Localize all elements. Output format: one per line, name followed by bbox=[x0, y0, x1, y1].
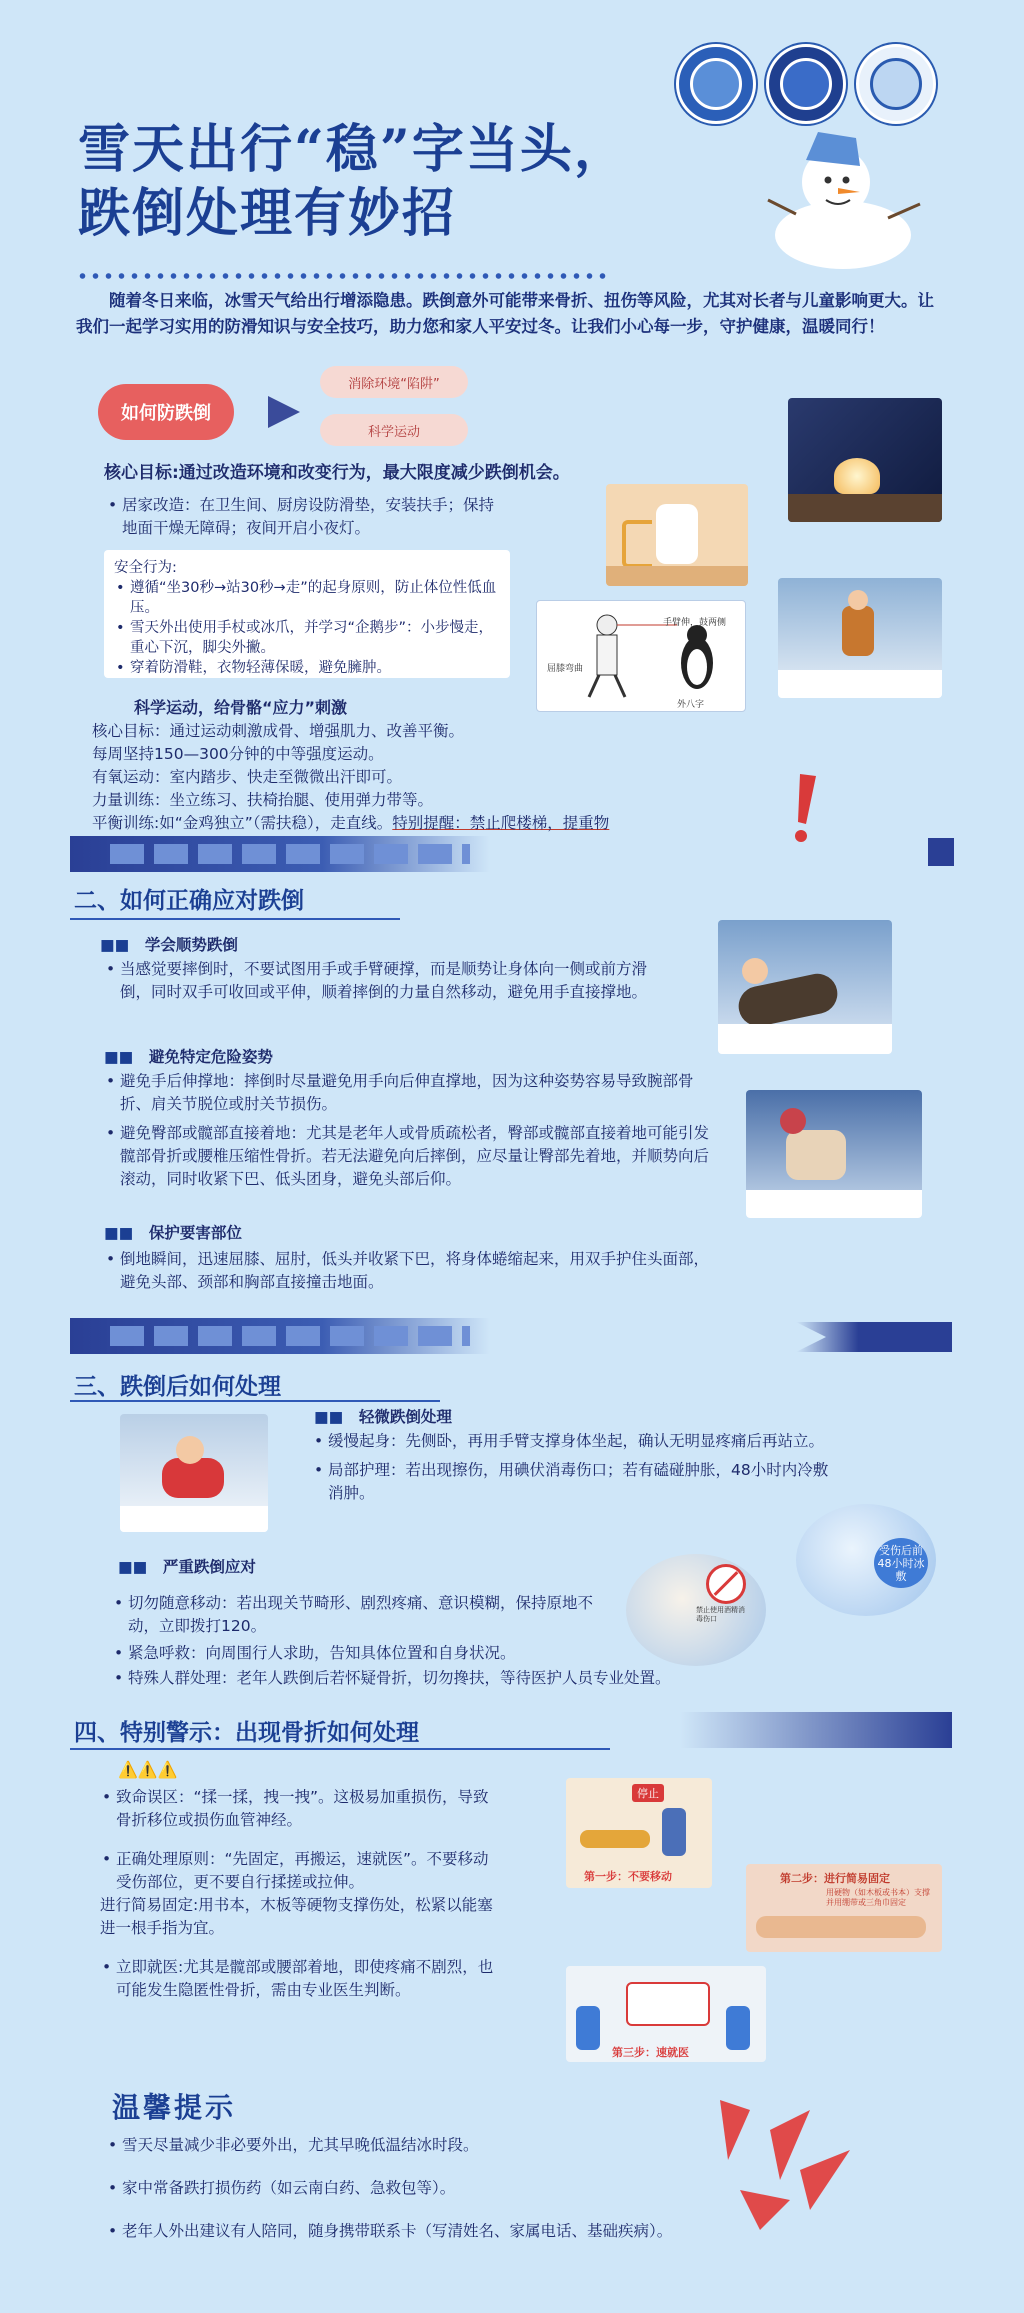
logo-group bbox=[676, 44, 936, 124]
section-divider-banner bbox=[70, 836, 490, 872]
fracture-item: • 立即就医:尤其是髋部或腰部着地，即使疼痛不剧烈，也可能发生隐匿性骨折，需由专业医生判断。 bbox=[100, 1956, 500, 2002]
section2-underline bbox=[70, 918, 400, 920]
sub2-item: • 避免手后伸撑地：摔倒时尽量避免用手向后伸直撑地，因为这种姿势容易导致腕部骨折、肩关节脱位或肘关节损伤。 bbox=[104, 1070, 724, 1116]
sport-line: 力量训练：坐立练习、扶椅抬腿、使用弹力带等。 bbox=[92, 791, 434, 809]
sub1-text: • 当感觉要摔倒时，不要试图用手或手臂硬撑，而是顺势让身体向一侧或前方滑倒，同时双手可收回或平伸，顺着摔倒的力量自然移动，避免用手直接撑地。 bbox=[104, 958, 664, 1004]
decorative-dots bbox=[76, 272, 606, 280]
sport-line: 每周坚持150—300分钟的中等强度运动。 bbox=[92, 745, 384, 763]
section2-sub1-text bbox=[104, 958, 664, 1004]
safety-item: • 穿着防滑鞋，衣物轻薄保暖，避免臃肿。 bbox=[114, 658, 500, 678]
night-light-image bbox=[788, 398, 942, 522]
section4-underline bbox=[70, 1748, 610, 1750]
tips-title: 温馨提示 bbox=[112, 2091, 237, 2124]
hospital-logo-2 bbox=[766, 44, 846, 124]
penguin-walk-diagram bbox=[536, 600, 746, 712]
section2-sub1: ■■ 学会顺势跌倒 bbox=[100, 936, 238, 954]
warning-icons: ⚠️⚠️⚠️ bbox=[118, 1760, 178, 1779]
sport-title: 科学运动，给骨骼“应力”刺激 bbox=[134, 698, 348, 717]
decorative-square bbox=[928, 838, 954, 866]
safety-item: • 雪天外出使用手杖或冰爪，并学习“企鹅步”：小步慢走，重心下沉，脚尖外撇。 bbox=[114, 618, 500, 658]
snowman-illustration bbox=[748, 130, 928, 270]
section3-sub2-label: 严重跌倒应对 bbox=[162, 1558, 256, 1576]
decorative-arrow-banner bbox=[796, 1322, 952, 1352]
fracture-item: • 致命误区：“揉一揉，拽一拽”。这极易加重损伤，导致骨折移位或损伤血管神经。 bbox=[100, 1786, 500, 1832]
step1-label: 第一步：不要移动 bbox=[584, 1870, 672, 1883]
sub1-item: • 缓慢起身：先侧卧，再用手臂支撑身体坐起，确认无明显疼痛后再站立。 bbox=[312, 1430, 842, 1453]
section2-sub3-text bbox=[104, 1248, 724, 1294]
section3-title: 三、跌倒后如何处理 bbox=[74, 1374, 281, 1400]
exclamation-icon bbox=[786, 772, 826, 846]
sub2-item: • 特殊人群处理：老年人跌倒后若怀疑骨折，切勿搀扶，等待医护人员专业处置。 bbox=[112, 1667, 832, 1690]
intro-paragraph: 随着冬日来临，冰雪天气给出行增添隐患。跌倒意外可能带来骨折、扭伤等风险，尤其对长者与儿童影响更大。让我们一起学习实用的防滑知识与安全技巧，助力您和家人平安过冬。让我们小心每一步，守护健康，温暖同行！ bbox=[76, 291, 934, 336]
stop-sign: 停止 bbox=[632, 1784, 664, 1802]
fracture-item: 进行简易固定:用书本，木板等硬物支撑伤处，松紧以能塞进一根手指为宜。 bbox=[100, 1896, 493, 1937]
red-burst-decoration bbox=[700, 2090, 860, 2240]
section3-sub1: ■■ 轻微跌倒处理 bbox=[314, 1408, 452, 1426]
walking-snow-image bbox=[778, 578, 942, 698]
falling-skier-image bbox=[718, 920, 892, 1054]
sub1-item: • 局部护理：若出现擦伤，用碘伏消毒伤口；若有磕碰肿胀，48小时内冷敷消肿。 bbox=[312, 1459, 842, 1505]
step3-image bbox=[566, 1966, 766, 2062]
sub2-item: • 紧急呼救：向周围行人求助，告知具体位置和自身状况。 bbox=[112, 1642, 832, 1665]
arrow-right-icon bbox=[268, 396, 300, 428]
safety-item: • 遵循“坐30秒→站30秒→走”的起身原则，防止体位性低血压。 bbox=[114, 578, 500, 618]
tag-exercise: 科学运动 bbox=[320, 414, 468, 446]
sport-line: 平衡训练:如“金鸡独立”（需扶稳），走直线。 bbox=[92, 814, 393, 832]
bathroom-image bbox=[606, 484, 748, 586]
ban-label: 禁止使用酒精消毒伤口 bbox=[696, 1606, 745, 1623]
section1-pill: 如何防跌倒 bbox=[98, 384, 234, 440]
section3-sub1-list bbox=[312, 1430, 842, 1505]
sub2-item: • 避免臀部或髋部直接着地：尤其是老年人或骨质疏松者，臀部或髋部直接着地可能引发髋部骨折或腰椎压缩性骨折。若无法避免向后摔倒，应尽量让臀部先着地，并顺势向后滚动，同时收紧下巴、低头团身，避免头部后仰。 bbox=[104, 1122, 724, 1191]
home-modification bbox=[106, 494, 506, 540]
safety-title: 安全行为: bbox=[114, 560, 177, 576]
title-line-1: 雪天出行“稳”字当头， bbox=[78, 119, 628, 180]
tip-item: • 老年人外出建议有人陪同，随身携带联系卡（写清姓名、家属电话、基础疾病）。 bbox=[106, 2220, 866, 2243]
step2-sub: 用硬物（如木板或书本）支撑并用绷带或三角巾固定 bbox=[826, 1888, 930, 1907]
decorative-gradient-bar bbox=[680, 1712, 952, 1748]
sport-line: 有氧运动：室内踏步、快走至微微出汗即可。 bbox=[92, 768, 403, 786]
section4-text bbox=[100, 1786, 500, 2002]
penguin-label: 手臂伸，鼓两侧 bbox=[663, 618, 727, 628]
section4-title: 四、特别警示：出现骨折如何处理 bbox=[74, 1720, 419, 1746]
section2-sub2: ■■ 避免特定危险姿势 bbox=[104, 1048, 273, 1066]
section2-sub2-list bbox=[104, 1070, 724, 1191]
step3-label: 第三步：速就医 bbox=[612, 2046, 689, 2059]
step2-image bbox=[746, 1864, 942, 1952]
section3-underline bbox=[70, 1400, 440, 1402]
tip-item: • 家中常备跌打损伤药（如云南白药、急救包等）。 bbox=[106, 2177, 866, 2200]
tip-item: • 雪天尽量减少非必要外出，尤其早晚低温结冰时段。 bbox=[106, 2134, 866, 2157]
section3-sub1-label: 轻微跌倒处理 bbox=[358, 1408, 452, 1426]
step1-image bbox=[566, 1778, 712, 1888]
tag-environment: 消除环境“陷阱” bbox=[320, 366, 468, 398]
sub3-text: • 倒地瞬间，迅速屈膝、屈肘，低头并收紧下巴，将身体蜷缩起来，用双手护住头面部，避免头部、颈部和胸部直接撞击地面。 bbox=[104, 1248, 724, 1294]
step2-label: 第二步：进行简易固定 bbox=[780, 1872, 890, 1885]
title-line-2: 跌倒处理有妙招 bbox=[78, 183, 457, 244]
fallen-person-image bbox=[746, 1090, 922, 1218]
sport-lines bbox=[92, 720, 692, 835]
special-warning: 特别提醒：禁止爬楼梯，提重物 bbox=[392, 814, 610, 832]
section3-sub2-list bbox=[112, 1592, 832, 1690]
section2-title: 二、如何正确应对跌倒 bbox=[74, 888, 304, 914]
section2-sub3-label: 保护要害部位 bbox=[148, 1224, 242, 1242]
child-fall-image bbox=[120, 1414, 268, 1532]
fracture-item: • 正确处理原则：“先固定，再搬运，速就医”。不要移动受伤部位，更不要自行揉搓或拉伸。 bbox=[100, 1848, 500, 1894]
section2-sub3: ■■ 保护要害部位 bbox=[104, 1224, 242, 1242]
section2-sub1-label: 学会顺势跌倒 bbox=[144, 936, 238, 954]
sport-line: 核心目标：通过运动刺激成骨、增强肌力、改善平衡。 bbox=[92, 722, 465, 740]
hospital-logo-1 bbox=[676, 44, 756, 124]
section-divider-banner bbox=[70, 1318, 490, 1354]
home-modification-text: • 居家改造：在卫生间、厨房设防滑垫，安装扶手；保持地面干燥无障碍；夜间开启小夜灯。 bbox=[106, 494, 506, 540]
penguin-label: 外八字 bbox=[677, 700, 705, 710]
page-title bbox=[78, 118, 628, 246]
penguin-label: 屈膝弯曲 bbox=[547, 664, 584, 674]
section1-core-goal: 核心目标:通过改造环境和改变行为，最大限度减少跌倒机会。 bbox=[104, 463, 570, 483]
ice-pack-label: 受伤后前48小时冰敷 bbox=[874, 1538, 928, 1588]
section3-sub2: ■■ 严重跌倒应对 bbox=[118, 1558, 256, 1576]
section2-sub2-label: 避免特定危险姿势 bbox=[148, 1048, 273, 1066]
safety-behavior-box bbox=[104, 550, 510, 678]
hospital-logo-3 bbox=[856, 44, 936, 124]
sub2-item: • 切勿随意移动：若出现关节畸形、剧烈疼痛、意识模糊，保持原地不动，立即拨打120。 bbox=[112, 1592, 598, 1638]
